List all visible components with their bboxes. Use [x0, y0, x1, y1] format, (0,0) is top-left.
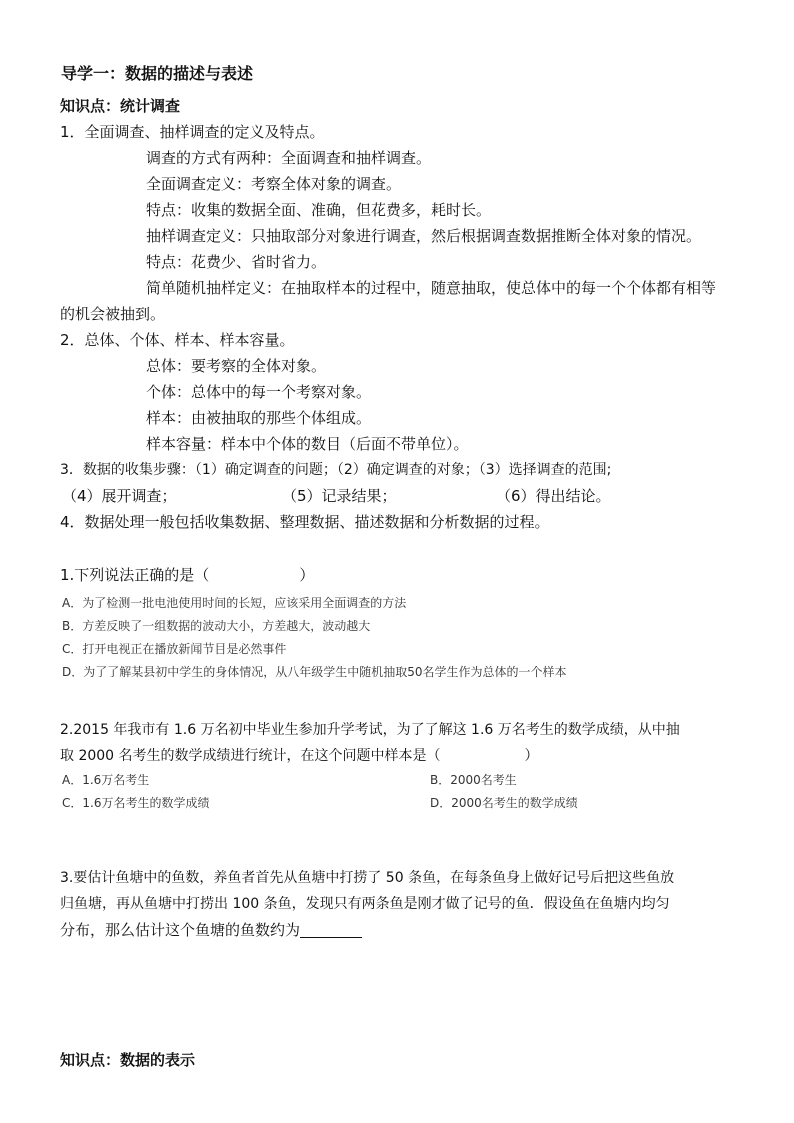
- section-heading-representation: 知识点：数据的表示: [60, 1051, 196, 1069]
- question-2-option: C．1.6万名考生的数学成绩: [62, 796, 210, 810]
- question-3-text: 归鱼塘，再从鱼塘中打捞出 100 条鱼，发现只有两条鱼是刚才做了记号的鱼．假设鱼在鱼塘内均匀: [60, 896, 670, 912]
- point-2-line: 总体：要考察的全体对象。: [146, 357, 327, 375]
- question-1-option: A．为了检测一批电池使用时间的长短，应该采用全面调查的方法: [62, 596, 407, 610]
- point-1-continuation: 的机会被抽到。: [60, 305, 166, 323]
- point-4-text: 4．数据处理一般包括收集数据、整理数据、描述数据和分析数据的过程。: [60, 513, 550, 531]
- point-2-line: 样本容量：样本中个体的数目（后面不带单位）。: [146, 435, 469, 453]
- point-3-step: （6）得出结论。: [496, 487, 611, 505]
- question-1-option: B．方差反映了一组数据的波动大小，方差越大，波动越大: [62, 619, 371, 633]
- answer-blank: [300, 923, 362, 938]
- point-3-step: （5）记录结果；: [282, 487, 397, 505]
- point-3-heading: 3．数据的收集步骤：（1）确定调查的问题；（2）确定调查的对象；（3）选择调查的范围;: [60, 462, 612, 478]
- page-title: 导学一：数据的描述与表述: [61, 64, 254, 83]
- point-2-line: 个体：总体中的每一个考察对象。: [146, 383, 372, 401]
- point-1-line: 特点：收集的数据全面、准确，但花费多，耗时长。: [146, 201, 492, 219]
- section-heading-survey: 知识点：统计调查: [60, 97, 181, 115]
- question-1-stem: 1.下列说法正确的是（ ）: [60, 566, 315, 584]
- point-1-heading: 1．全面调查、抽样调查的定义及特点。: [60, 123, 325, 141]
- question-1-option: C．打开电视正在播放新闻节目是必然事件: [62, 642, 287, 656]
- question-2-option: B．2000名考生: [430, 773, 517, 787]
- question-3-text: 分布，那么估计这个鱼塘的鱼数约为: [60, 921, 301, 939]
- question-2-option: D．2000名考生的数学成绩: [430, 796, 578, 810]
- point-3-step: （4）展开调查；: [62, 487, 177, 505]
- point-1-line: 全面调查定义：考察全体对象的调查。: [146, 175, 402, 193]
- question-3-text: 3.要估计鱼塘中的鱼数，养鱼者首先从鱼塘中打捞了 50 条鱼，在每条鱼身上做好记号后把这些鱼放: [60, 870, 675, 886]
- question-1-option: D．为了了解某县初中学生的身体情况，从八年级学生中随机抽取50名学生作为总体的一个样本: [62, 665, 567, 679]
- point-2-heading: 2．总体、个体、样本、样本容量。: [60, 331, 295, 349]
- question-3-last-line: [60, 923, 362, 938]
- question-2-stem: 取 2000 名考生的数学成绩进行统计，在这个问题中样本是（ ）: [60, 748, 539, 764]
- point-1-line: 简单随机抽样定义：在抽取样本的过程中，随意抽取，使总体中的每一个个体都有相等: [146, 279, 717, 297]
- point-1-line: 调查的方式有两种：全面调查和抽样调查。: [146, 149, 432, 167]
- question-2-stem: 2.2015 年我市有 1.6 万名初中毕业生参加升学考试，为了了解这 1.6 万名考生的数学成绩，从中抽: [60, 722, 680, 738]
- point-1-line: 特点：花费少、省时省力。: [146, 253, 327, 271]
- question-2-option: A．1.6万名考生: [62, 773, 150, 787]
- point-1-line: 抽样调查定义：只抽取部分对象进行调查，然后根据调查数据推断全体对象的情况。: [146, 227, 702, 245]
- point-2-line: 样本：由被抽取的那些个体组成。: [146, 409, 372, 427]
